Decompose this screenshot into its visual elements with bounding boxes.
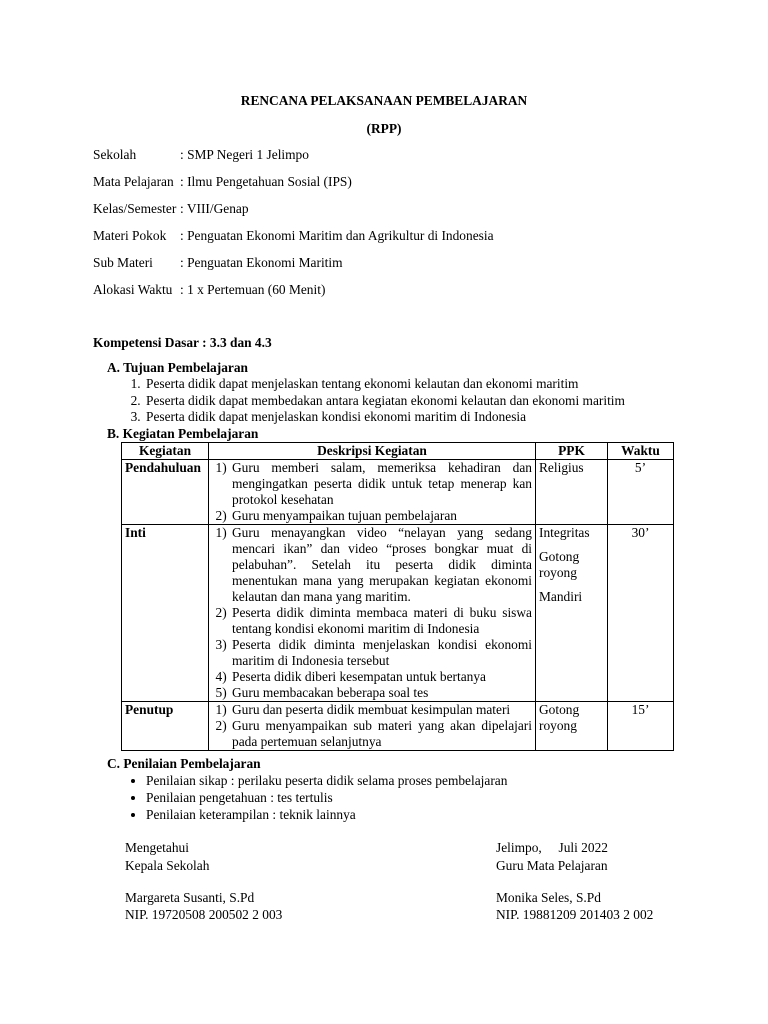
identity-value: : Ilmu Pengetahuan Sosial (IPS) (180, 174, 352, 189)
kegiatan-cell: Pendahuluan (122, 460, 209, 525)
list-item: • Penilaian keterampilan : teknik lainnya (146, 806, 507, 823)
identity-value: : SMP Negeri 1 Jelimpo (180, 147, 309, 162)
signature-line: Mengetahui (125, 840, 189, 855)
section-c-heading: C. Penilaian Pembelajaran (107, 756, 261, 771)
list-item: 3. Peserta didik dapat menjelaskan kondisi ekonomi maritim di Indonesia (144, 409, 625, 426)
identity-value: : Penguatan Ekonomi Maritim dan Agrikultur di Indonesia (180, 228, 494, 243)
table-header-row (122, 443, 674, 460)
list-item: 1. Guru dan peserta didik membuat kesimpulan materi (230, 702, 532, 718)
penilaian-list (126, 772, 507, 823)
identity-label: Sekolah (93, 147, 137, 162)
kegiatan-cell: Inti (122, 525, 209, 702)
table-row (122, 525, 674, 702)
signature-date: Jelimpo, Juli 2022 (496, 840, 608, 855)
list-item: 4. Peserta didik diberi kesempatan untuk bertanya (230, 669, 532, 685)
signature-name: Monika Seles, S.Pd (496, 890, 601, 905)
kegiatan-table (121, 442, 674, 751)
kompetensi-dasar: Kompetensi Dasar : 3.3 dan 4.3 (93, 335, 272, 350)
section-b-heading: B. Kegiatan Pembelajaran (107, 426, 259, 441)
identity-label: Alokasi Waktu (93, 282, 173, 297)
deskripsi-cell (209, 525, 536, 702)
ppk-value: Gotong royong (539, 549, 580, 580)
signature-nip: NIP. 19720508 200502 2 003 (125, 907, 283, 922)
signature-nip: NIP. 19881209 201403 2 002 (496, 907, 654, 922)
list-item: 2. Peserta didik dapat membedakan antara kegiatan ekonomi kelautan dan ekonomi maritim (144, 393, 625, 410)
list-item: 1. Guru memberi salam, memeriksa kehadiran dan mengingatkan peserta didik untuk tetap menerap kan protokol kesehatan (230, 460, 532, 508)
list-item: 1. Guru menayangkan video “nelayan yang sedang mencari ikan” dan video “proses bongkar muat di pelabuhan”. Setelah itu peserta didik diminta menentukan mana yang merupakan kegiatan ekonomi kelautan dan mana yang maritim. (230, 525, 532, 605)
ppk-value: Integritas (539, 525, 590, 540)
list-item: 1. Peserta didik dapat menjelaskan tentang ekonomi kelautan dan ekonomi maritim (144, 376, 625, 393)
identity-label: Kelas/Semester (93, 201, 177, 216)
ppk-cell (536, 460, 608, 525)
tujuan-list (126, 376, 625, 426)
signature-name: Margareta Susanti, S.Pd (125, 890, 255, 905)
list-item: 3. Peserta didik diminta menjelaskan kondisi ekonomi maritim di Indonesia tersebut (230, 637, 532, 669)
deskripsi-cell (209, 702, 536, 751)
ppk-value: Mandiri (539, 589, 583, 604)
table-row (122, 702, 674, 751)
identity-value: : Penguatan Ekonomi Maritim (180, 255, 343, 270)
column-header: Deskripsi Kegiatan (209, 443, 536, 460)
list-item: 2. Guru menyampaikan sub materi yang akan dipelajari pada pertemuan selanjutnya (230, 718, 532, 750)
column-header: Waktu (608, 443, 674, 460)
table-row (122, 460, 674, 525)
document-subtitle: (RPP) (366, 121, 402, 136)
list-item: 2. Guru menyampaikan tujuan pembelajaran (230, 508, 532, 524)
waktu-cell: 30’ (608, 525, 674, 702)
kegiatan-cell: Penutup (122, 702, 209, 751)
list-item: • Penilaian pengetahuan : tes tertulis (146, 789, 507, 806)
identity-value: : 1 x Pertemuan (60 Menit) (180, 282, 326, 297)
ppk-cell (536, 702, 608, 751)
list-item: 5. Guru membacakan beberapa soal tes (230, 685, 532, 701)
list-item: 2. Peserta didik diminta membaca materi di buku siswa tentang kondisi ekonomi maritim di Indonesia (230, 605, 532, 637)
ppk-value: Gotong royong (539, 702, 580, 733)
identity-value: : VIII/Genap (180, 201, 249, 216)
column-header: PPK (536, 443, 608, 460)
list-item: • Penilaian sikap : perilaku peserta didik selama proses pembelajaran (146, 772, 507, 789)
waktu-cell: 15’ (608, 702, 674, 751)
ppk-cell (536, 525, 608, 702)
section-a-heading: A. Tujuan Pembelajaran (107, 360, 248, 375)
document-title: RENCANA PELAKSANAAN PEMBELAJARAN (240, 93, 528, 108)
ppk-value: Religius (539, 460, 584, 475)
identity-label: Materi Pokok (93, 228, 167, 243)
waktu-cell: 5’ (608, 460, 674, 525)
identity-label: Sub Materi (93, 255, 153, 270)
column-header: Kegiatan (122, 443, 209, 460)
identity-label: Mata Pelajaran (93, 174, 174, 189)
signature-role: Kepala Sekolah (125, 858, 210, 873)
deskripsi-cell (209, 460, 536, 525)
signature-role: Guru Mata Pelajaran (496, 858, 608, 873)
